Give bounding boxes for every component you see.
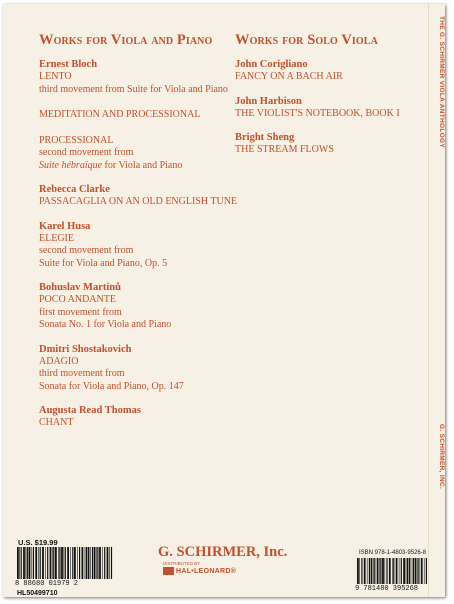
work-title-line: THE VIOLIST'S NOTEBOOK, BOOK I — [235, 107, 400, 119]
work-title-line: LENTO — [39, 71, 72, 82]
isbn-digits: 9 781480 395268 — [355, 585, 419, 593]
work-title-line: Suite for Viola and Piano, Op. 5 — [39, 257, 168, 269]
isbn-barcode — [357, 558, 427, 584]
work-title-line: first movement from — [39, 306, 122, 318]
work-title-line: second movement from — [39, 147, 134, 158]
viola-piano-works-list — [39, 58, 238, 441]
hal-leonard-wordmark: HAL•LEONARD® — [176, 567, 237, 575]
composer-name: Bohuslav Martinů — [39, 282, 121, 293]
hl-item-number: HL50499710 — [17, 590, 58, 597]
publisher-name: G. SCHIRMER, Inc. — [158, 544, 288, 560]
work-title-line: PASSACAGLIA ON AN OLD ENGLISH TUNE — [39, 196, 238, 207]
distributed-by-text: DISTRIBUTED BY — [163, 561, 201, 566]
work-title-line: POCO ANDANTE — [39, 294, 116, 305]
composer-name: Karel Husa — [39, 220, 91, 232]
work-title-line: Sonata No. 1 for Viola and Piano — [39, 319, 172, 330]
work-title-line: second movement from — [39, 245, 134, 256]
work-entry — [39, 58, 229, 172]
back-cover — [3, 4, 445, 597]
composer-name: Dmitri Shostakovich — [39, 343, 132, 355]
spacer — [39, 96, 229, 109]
work-title-line: ADAGIO — [39, 355, 79, 367]
work-title-line: ELEGIE — [39, 232, 74, 244]
composer-name: John Harbison — [235, 95, 302, 107]
right-column-heading: Works for Solo Viola — [235, 32, 378, 48]
work-title-line: Suite hébraïque for Viola and Piano — [39, 159, 183, 171]
composer-name: Augusta Read Thomas — [39, 405, 141, 416]
composer-name: John Corigliano — [235, 59, 308, 70]
hal-leonard-mark-icon — [163, 567, 174, 575]
price-label: U.S. $19.99 — [18, 538, 58, 547]
spine-title: THE G. SCHIRMER VIOLA ANTHOLOGY — [438, 16, 445, 148]
work-title-line: THE STREAM FLOWS — [235, 144, 334, 155]
work-entry — [39, 220, 229, 271]
left-column-heading: Works for Viola and Piano — [39, 32, 213, 48]
spacer — [39, 122, 229, 135]
work-title-line: MEDITATION AND PROCESSIONAL — [39, 109, 201, 120]
upc-barcode — [17, 547, 113, 579]
work-title-line: CHANT — [39, 417, 74, 428]
work-entry — [235, 95, 425, 121]
composer-name: Bright Sheng — [235, 132, 295, 143]
work-entry — [39, 281, 229, 332]
work-title-line: Sonata for Viola and Piano, Op. 147 — [39, 380, 184, 392]
work-title-line: third movement from — [39, 368, 125, 379]
work-entry — [39, 343, 229, 394]
composer-name: Rebecca Clarke — [39, 184, 110, 195]
work-entry — [235, 131, 425, 157]
composer-name: Ernest Bloch — [39, 59, 98, 70]
work-entry — [235, 58, 425, 84]
upc-digits: 8 88680 01979 2 — [15, 580, 79, 588]
hal-leonard-logo — [163, 567, 236, 575]
work-title-line: FANCY ON A BACH AIR — [235, 71, 343, 82]
isbn-label: ISBN 978-1-4803-9526-8 — [359, 550, 427, 556]
work-title-line: third movement from Suite for Viola and Piano — [39, 83, 228, 95]
work-title-line: PROCESSIONAL — [39, 134, 114, 146]
spine — [428, 4, 445, 597]
solo-viola-works-list — [235, 58, 425, 168]
spine-publisher: G. SCHIRMER, INC. — [438, 424, 445, 490]
work-entry — [39, 183, 238, 209]
work-entry — [39, 404, 229, 430]
